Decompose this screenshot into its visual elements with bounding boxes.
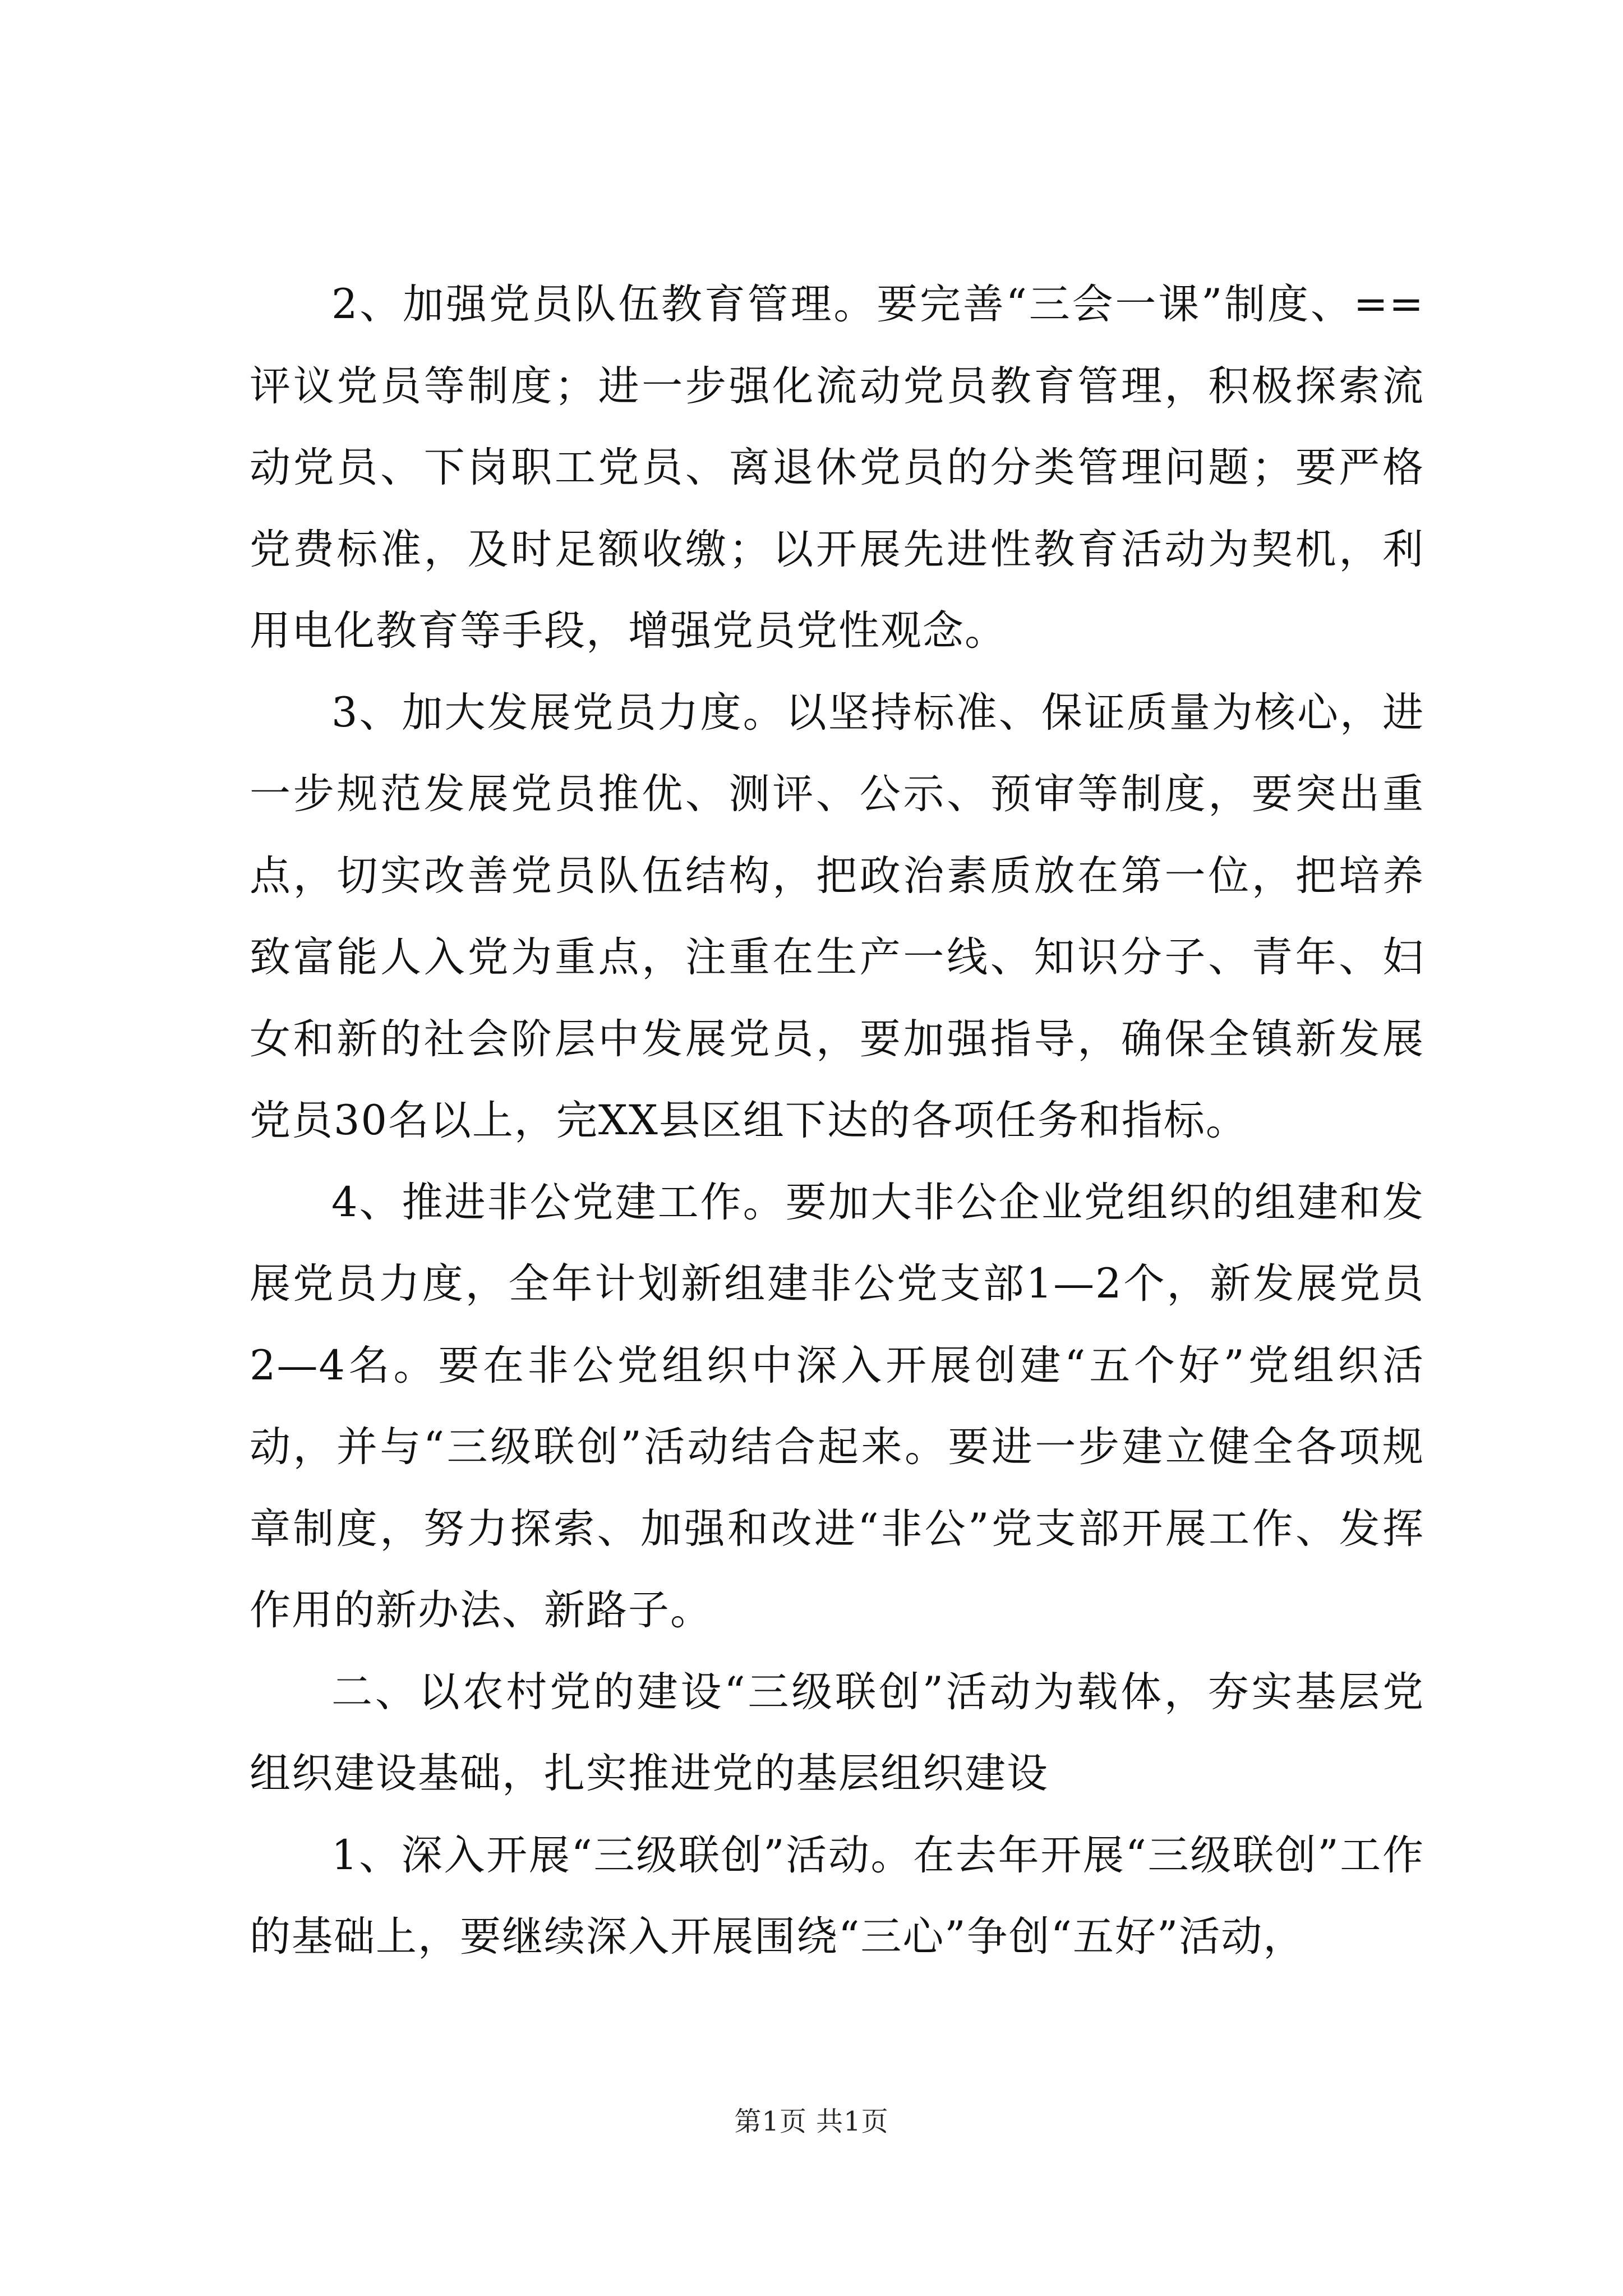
paragraph-party-member-management: 2、加强党员队伍教育管理。要完善“三会一课”制度、==评议党员等制度；进一步强化流动党员教育管理，积极探索流动党员、下岗职工党员、离退休党员的分类管理问题；要严格党费标准，及时足额收缴；以开展先进性教育活动为契机，利用电化教育等手段，增强党员党性观念。: [250, 280, 1424, 655]
paragraph-three-level-campaign: 1、深入开展“三级联创”活动。在去年开展“三级联创”工作的基础上，要继续深入开展围绕“三心”争创“五好”活动，: [250, 1831, 1424, 1961]
paragraph-non-public-party-building: 4、推进非公党建工作。要加大非公企业党组织的组建和发展党员力度，全年计划新组建非公党支部1—2个，新发展党员2—4名。要在非公党组织中深入开展创建“五个好”党组织活动，并与“三级联创”活动结合起来。要进一步建立健全各项规章制度，努力探索、加强和改进“非公”党支部开展工作、发挥作用的新办法、新路子。: [250, 1178, 1424, 1634]
section-heading-three-level-campaign: 二、以农村党的建设“三级联创”活动为载体，夯实基层党组织建设基础，扎实推进党的基层组织建设: [250, 1668, 1424, 1797]
paragraph-member-development: 3、加大发展党员力度。以坚持标准、保证质量为核心，进一步规范发展党员推优、测评、公示、预审等制度，要突出重点，切实改善党员队伍结构，把政治素质放在第一位，把培养致富能人入党为重点，注重在生产一线、知识分子、青年、妇女和新的社会阶层中发展党员，要加强指导，确保全镇新发展党员30名以上，完XX县区组下达的各项任务和指标。: [250, 688, 1424, 1144]
document-body: [250, 264, 1424, 1978]
page-number-footer: 第1页 共1页: [734, 2106, 889, 2137]
